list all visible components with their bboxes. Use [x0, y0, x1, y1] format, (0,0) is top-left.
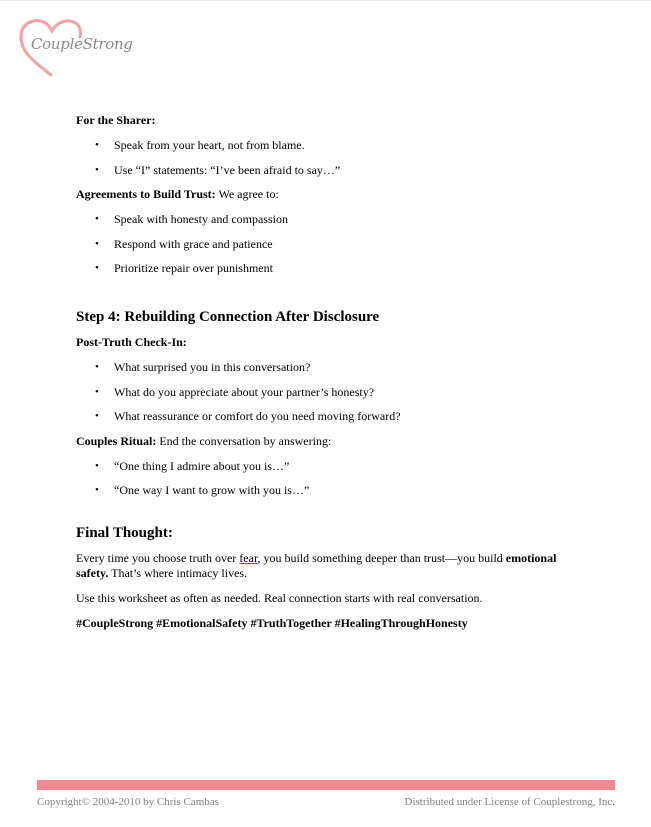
bullet-icon: •	[95, 459, 99, 472]
worksheet-content	[76, 113, 566, 641]
list-item	[76, 138, 566, 153]
checkin-section	[76, 335, 566, 350]
list-item-text: “One way I want to grow with you is…”	[114, 483, 310, 497]
list-item	[76, 385, 566, 400]
checkin-list	[76, 360, 566, 424]
emotional-safety-text: emotional safety.	[76, 551, 557, 580]
list-item	[76, 409, 566, 424]
sharer-heading: For the Sharer:	[76, 113, 156, 127]
bullet-icon: •	[95, 385, 99, 398]
hashtags: #CoupleStrong #EmotionalSafety #TruthTogether #HealingThroughHonesty	[76, 616, 468, 630]
footer-copyright: Copyright© 2004-2010 by Chris Cambas	[37, 796, 219, 808]
ritual-section	[76, 434, 566, 449]
list-item-text: Speak from your heart, not from blame.	[114, 138, 305, 152]
final-thought-heading: Final Thought:	[76, 525, 173, 541]
footer-bar	[37, 780, 615, 790]
bullet-icon: •	[95, 361, 99, 373]
list-item-text: “One thing I admire about you is…”	[114, 458, 290, 473]
final-p1-b: , you build something deeper than trust—you build	[257, 551, 506, 565]
list-item	[76, 212, 566, 227]
final-p1-c: That’s where intimacy lives.	[108, 566, 248, 580]
bullet-icon: •	[95, 262, 99, 274]
couplestrong-logo	[18, 17, 133, 77]
sharer-list	[76, 138, 566, 178]
list-item	[76, 360, 566, 375]
ritual-intro: End the conversation by answering:	[156, 433, 332, 448]
logo-wordmark: CoupleStrong	[31, 35, 133, 53]
list-item-text: What surprised you in this conversation?	[114, 360, 311, 374]
bullet-icon: •	[95, 163, 99, 176]
list-item-text: Respond with grace and patience	[114, 236, 273, 251]
final-p1-a: Every time you choose truth over	[76, 551, 240, 565]
agreements-list	[76, 212, 566, 276]
list-item	[76, 483, 566, 498]
list-item-text: Use “I” statements: “I’ve been afraid to say…”	[114, 162, 341, 177]
bullet-icon: •	[95, 410, 99, 422]
fear-word: fear	[239, 551, 258, 565]
list-item-text: Prioritize repair over punishment	[114, 261, 273, 275]
list-item	[76, 459, 566, 474]
bullet-icon: •	[95, 237, 99, 250]
agreements-section	[76, 187, 566, 202]
final-paragraph-2: Use this worksheet as often as needed. Real connection starts with real conversation.	[76, 591, 483, 605]
list-item-text: What do you appreciate about your partner’s honesty?	[114, 384, 375, 399]
list-item	[76, 163, 566, 178]
bullet-icon: •	[95, 484, 99, 496]
bullet-icon: •	[95, 213, 99, 225]
agreements-intro: We agree to:	[215, 187, 279, 201]
footer-license: Distributed under License of Couplestrong, Inc.	[404, 796, 615, 808]
final-paragraph-1	[76, 551, 566, 581]
sharer-section	[76, 113, 566, 128]
agreements-heading: Agreements to Build Trust:	[76, 187, 216, 201]
bullet-icon: •	[95, 139, 99, 151]
checkin-heading: Post-Truth Check-In:	[76, 335, 187, 349]
ritual-heading: Couples Ritual:	[76, 433, 157, 448]
step4-heading: Step 4: Rebuilding Connection After Disclosure	[76, 309, 380, 325]
list-item-text: Speak with honesty and compassion	[114, 212, 288, 226]
list-item	[76, 237, 566, 252]
list-item-text: What reassurance or comfort do you need moving forward?	[114, 409, 401, 423]
ritual-list	[76, 459, 566, 499]
list-item	[76, 261, 566, 276]
